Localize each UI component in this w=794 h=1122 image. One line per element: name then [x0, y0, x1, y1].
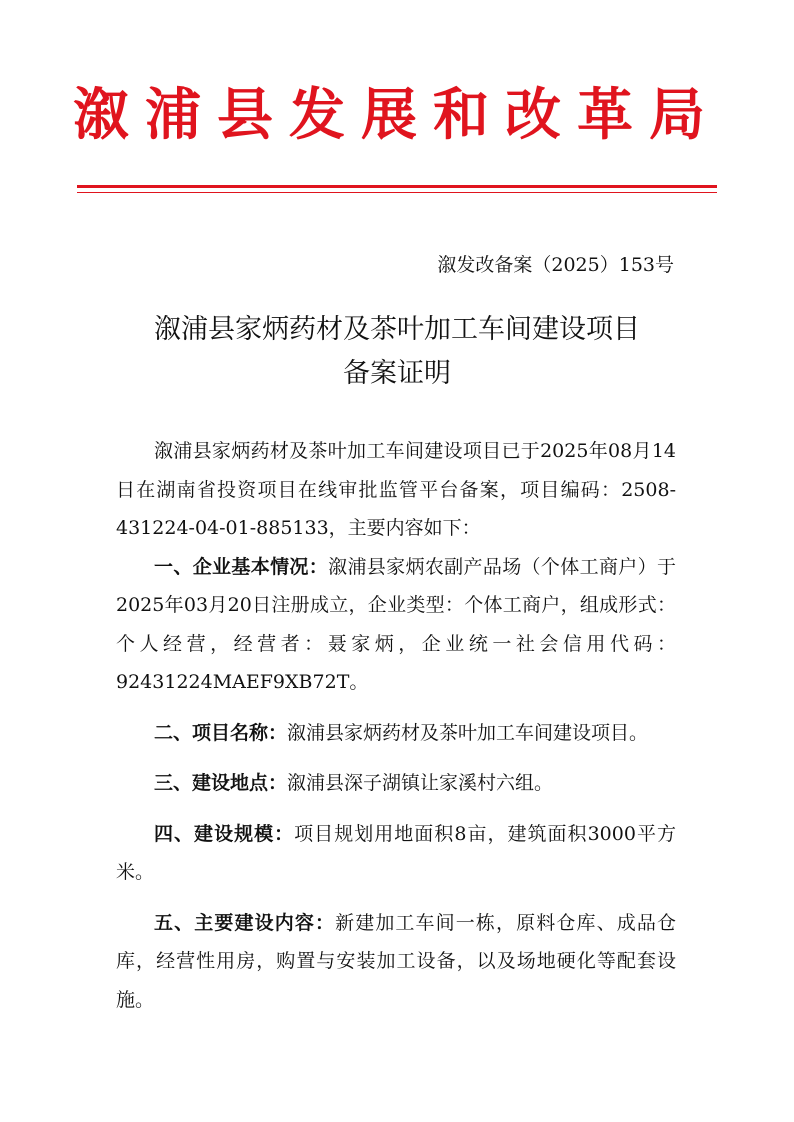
section-content: [116, 904, 676, 1020]
section-text: 新建加工车间一栋，原料仓库、成品仓库，经营性用房，购置与安装加工设备，以及场地硬化等配套设施。: [116, 911, 676, 1011]
section-text: 溆浦县家炳药材及茶叶加工车间建设项目。: [287, 721, 649, 744]
section-location: [116, 764, 676, 803]
section-heading: 四、建设规模：: [154, 822, 295, 845]
document-body: [116, 432, 676, 1031]
section-heading: 一、企业基本情况：: [154, 555, 329, 578]
section-enterprise-info: [116, 548, 676, 702]
header-red-rule-thin: [77, 192, 717, 193]
section-text: 溆浦县深子湖镇让家溪村六组。: [287, 772, 554, 794]
section-text: 溆浦县家炳农副产品场（个体工商户）于2025年03月20日注册成立，企业类型：个体工商户，组成形式：个人经营，经营者：聂家炳，企业统一社会信用代码：92431224MAEF9XB72T。: [116, 555, 676, 693]
document-title: [0, 308, 794, 396]
agency-header-title: 溆浦县发展和改革局: [73, 83, 721, 148]
document-title-line-1: 溆浦县家炳药材及茶叶加工车间建设项目: [154, 314, 640, 345]
section-project-name: [116, 714, 676, 753]
section-scale: [116, 815, 676, 892]
document-number: 溆发改备案（2025）153号: [437, 254, 674, 276]
section-heading: 五、主要建设内容：: [154, 911, 336, 934]
document-title-line-2: 备案证明: [343, 358, 451, 389]
header-red-rule-thick: [77, 185, 717, 188]
intro-paragraph: 溆浦县家炳药材及茶叶加工车间建设项目已于2025年08月14日在湖南省投资项目在线审批监管平台备案，项目编码：2508-431224-04-01-885133，主要内容如下：: [116, 440, 676, 539]
section-text: 项目规划用地面积8亩，建筑面积3000平方米。: [116, 822, 676, 883]
section-heading: 三、建设地点：: [154, 772, 288, 794]
section-heading: 二、项目名称：: [154, 721, 288, 744]
